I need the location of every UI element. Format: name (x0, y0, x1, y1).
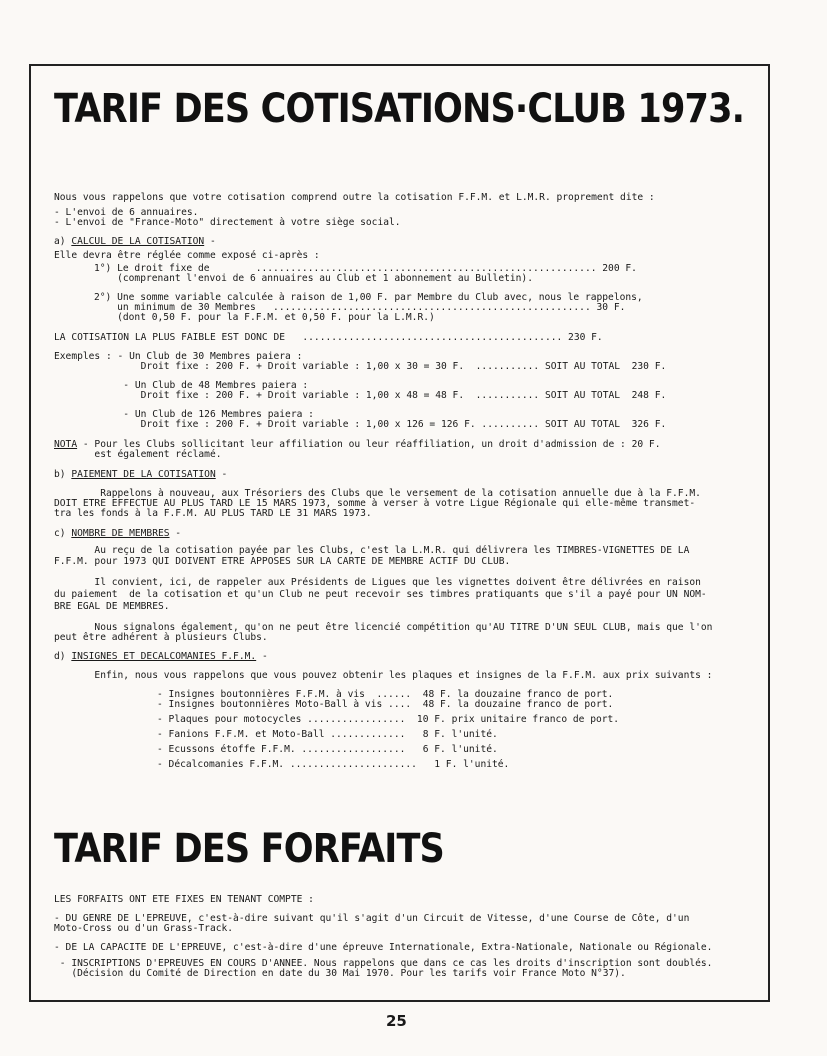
nota-line-2: est également réclamé. (54, 449, 222, 460)
forfaits-p1-line-2: Moto-Cross ou d'un Grass-Track. (54, 923, 234, 934)
section-d-intro: Enfin, nous vous rappelons que vous pouvez obtenir les plaques et insignes de la F.F.M. aux prix suivants : (54, 670, 713, 681)
forfaits-intro: LES FORFAITS ONT ETE FIXES EN TENANT COMPTE : (54, 894, 314, 905)
price-item: - Décalcomanies F.F.M. ...................... 1 F. l'unité. (157, 759, 510, 770)
section-a-item-1-line-1: 1°) Le droit fixe de ........................................................... 200 F. (94, 263, 637, 274)
price-item: - Insignes boutonnières Moto-Ball à vis .... 48 F. la douzaine franco de port. (157, 699, 614, 710)
section-a-item-2-line-1: 2°) Une somme variable calculée à raison de 1,00 F. par Membre du Club avec, nous le rappelons, (94, 292, 643, 303)
section-b-line-3: tra les fonds à la F.F.M. AU PLUS TARD LE 31 MARS 1973. (54, 508, 372, 519)
price-item: - Plaques pour motocycles ................. 10 F. prix unitaire franco de port. (157, 714, 620, 725)
minimum-cotisation: LA COTISATION LA PLUS FAIBLE EST DONC DE ............................................. 230 F. (54, 332, 603, 343)
section-c-p2-line-2: du paiement de la cotisation et qu'un Club ne peut recevoir ses timbres pratiquants que s'il a payé pour UN NOM- (54, 589, 707, 600)
section-c-heading: c) NOMBRE DE MEMBRES - (54, 528, 182, 539)
example-1-line-1: Exemples : - Un Club de 30 Membres paiera : (54, 351, 303, 362)
section-c-p1-line-1: Au reçu de la cotisation payée par les Clubs, c'est la L.M.R. qui délivrera les TIMBRES-VIGNETTES DE LA (54, 545, 690, 556)
section-c-p3-line-2: peut être adhérent à plusieurs Clubs. (54, 632, 268, 643)
example-2-line-1: - Un Club de 48 Membres paiera : (54, 380, 309, 391)
example-2-line-2: Droit fixe : 200 F. + Droit variable : 1,00 x 48 = 48 F. ........... SOIT AU TOTAL 248 F. (54, 390, 667, 401)
forfaits-p2-line-1: - DE LA CAPACITE DE L'EPREUVE, c'est-à-dire d'une épreuve Internationale, Extra-Nationale, Nationale ou Régionale. (54, 942, 713, 953)
price-item: - Insignes boutonnières F.F.M. à vis ...... 48 F. la douzaine franco de port. (157, 689, 614, 700)
section-c-p2-line-1: Il convient, ici, de rappeler aux Présidents de Ligues que les vignettes doivent être délivrées en raison (54, 577, 701, 588)
section-c-p1-line-2: F.F.M. pour 1973 QUI DOIVENT ETRE APPOSES SUR LA CARTE DE MEMBRE ACTIF DU CLUB. (54, 556, 511, 567)
forfaits-p3-line-2: (Décision du Comité de Direction en date du 30 Mai 1970. Pour les tarifs voir France Moto N°37). (54, 968, 626, 979)
intro-line-1: Nous vous rappelons que votre cotisation comprend outre la cotisation F.F.M. et L.M.R. proprement dite : (54, 192, 655, 203)
example-1-line-2: Droit fixe : 200 F. + Droit variable : 1,00 x 30 = 30 F. ........... SOIT AU TOTAL 230 F. (54, 361, 667, 372)
title-cotisations: TARIF DES COTISATIONS·CLUB 1973. (54, 86, 745, 132)
example-3-line-1: - Un Club de 126 Membres paiera : (54, 409, 314, 420)
section-a-item-2-line-3: (dont 0,50 F. pour la F.F.M. et 0,50 F. pour la L.M.R.) (94, 312, 435, 323)
section-a-line-1: Elle devra être réglée comme exposé ci-après : (54, 250, 320, 261)
section-c-p3-line-1: Nous signalons également, qu'on ne peut être licencié compétition qu'AU TITRE D'UN SEUL CLUB, mais que l'on (54, 622, 713, 633)
nota-line-1: NOTA - Pour les Clubs sollicitant leur affiliation ou leur réaffiliation, un droit d'admission de : 20 F. (54, 439, 661, 450)
section-b-line-1: Rappelons à nouveau, aux Trésoriers des Clubs que le versement de la cotisation annuelle due à la F.F.M. (54, 488, 701, 499)
section-b-heading: b) PAIEMENT DE LA COTISATION - (54, 469, 228, 480)
forfaits-p3-line-1: - INSCRIPTIONS D'EPREUVES EN COURS D'ANNEE. Nous rappelons que dans ce cas les droits d'inscription sont doublés. (54, 958, 713, 969)
section-a-heading: a) CALCUL DE LA COTISATION - (54, 236, 216, 247)
price-item: - Fanions F.F.M. et Moto-Ball ............. 8 F. l'unité. (157, 729, 498, 740)
section-d-heading: d) INSIGNES ET DECALCOMANIES F.F.M. - (54, 651, 268, 662)
title-forfaits: TARIF DES FORFAITS (54, 826, 444, 872)
section-c-p2-line-3: BRE EGAL DE MEMBRES. (54, 601, 170, 612)
forfaits-p1-line-1: - DU GENRE DE L'EPREUVE, c'est-à-dire suivant qu'il s'agit d'un Circuit de Vitesse, d'une Course de Côte, d'un (54, 913, 690, 924)
example-3-line-2: Droit fixe : 200 F. + Droit variable : 1,00 x 126 = 126 F. .......... SOIT AU TOTAL 326 F. (54, 419, 667, 430)
section-a-item-2-line-2: un minimum de 30 Membres ....................................................... 30 F. (94, 302, 626, 313)
section-b-line-2: DOIT ETRE EFFECTUE AU PLUS TARD LE 15 MARS 1973, somme à verser à votre Ligue Régionale qui elle-même transmet- (54, 498, 696, 509)
intro-line-2: - L'envoi de 6 annuaires. (54, 207, 199, 218)
intro-line-3: - L'envoi de "France-Moto" directement à votre siège social. (54, 217, 401, 228)
section-a-item-1-line-2: (comprenant l'envoi de 6 annuaires au Club et 1 abonnement au Bulletin). (94, 273, 533, 284)
page-number: 25 (386, 1012, 407, 1030)
price-item: - Ecussons étoffe F.F.M. .................. 6 F. l'unité. (157, 744, 498, 755)
